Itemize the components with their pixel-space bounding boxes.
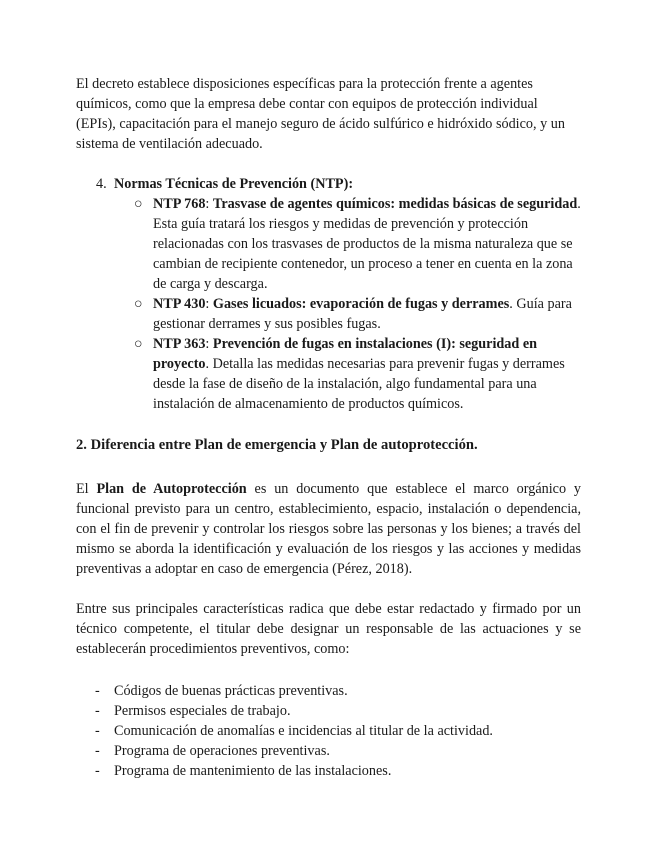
autoproteccion-paragraph [76, 479, 581, 579]
intro-paragraph: El decreto establece disposiciones específicas para la protección frente a agentes químicos, como que la empresa debe contar con equipos de protección individual (EPIs), capacitación para el manejo seguro de ácido sulfúrico e hidróxido sódico, y un sistema de ventilación adecuado. [76, 76, 565, 152]
ntp-heading: Normas Técnicas de Prevención (NTP): [114, 176, 354, 192]
plan-autoproteccion-term: Plan de Autoprotección [96, 481, 247, 497]
dash-bullet-icon: - [95, 683, 100, 699]
section-heading: 2. Diferencia entre Plan de emergencia y Plan de autoprotección. [76, 437, 478, 453]
dash-bullet-icon: - [95, 743, 100, 759]
list-item [76, 681, 581, 701]
ntp-title: Prevención de fugas en instalaciones (I): seguridad en proyecto [153, 336, 538, 372]
list-item [76, 741, 581, 761]
list-item [76, 701, 581, 721]
ntp-item-363 [114, 334, 581, 414]
ntp-description: . Detalla las medidas necesarias para prevenir fugas y derrames desde la fase de diseño de la instalación, algo fundamental para una instalación de almacenamiento de productos químicos. [153, 356, 565, 412]
list-item [76, 721, 581, 741]
circle-bullet-icon: ○ [134, 196, 143, 212]
circle-bullet-icon: ○ [134, 296, 143, 312]
ntp-description: . Guía para gestionar derrames y sus posibles fugas. [153, 296, 572, 332]
ntp-code: NTP 363 [153, 336, 206, 352]
ntp-item-430 [114, 294, 581, 334]
circle-bullet-icon: ○ [134, 336, 143, 352]
ntp-list-item [76, 174, 581, 194]
dash-bullet-icon: - [95, 703, 100, 719]
ntp-separator: : [205, 336, 213, 352]
dash-bullet-icon: - [95, 723, 100, 739]
ntp-separator: : [205, 296, 213, 312]
paragraph-start: El [76, 481, 97, 497]
dash-bullet-icon: - [95, 763, 100, 779]
ntp-code: NTP 768 [153, 196, 206, 212]
list-item-text: Programa de operaciones preventivas. [114, 743, 330, 759]
ntp-code: NTP 430 [153, 296, 206, 312]
list-item-text: Comunicación de anomalías e incidencias al titular de la actividad. [114, 723, 493, 739]
list-item-text: Códigos de buenas prácticas preventivas. [114, 683, 348, 699]
ntp-item-768 [114, 194, 581, 294]
procedures-list [76, 681, 581, 781]
list-item-text: Permisos especiales de trabajo. [114, 703, 291, 719]
ntp-separator: : [205, 196, 213, 212]
ntp-description: . Esta guía tratará los riesgos y medidas de prevención y protección relacionadas con los trasvases de productos de la misma naturaleza que se cambian de recipiente contenedor, un proceso a tener en cuenta en la zona de carga y descarga. [153, 196, 581, 292]
ntp-sublist [76, 194, 581, 414]
list-item-text: Programa de mantenimiento de las instalaciones. [114, 763, 392, 779]
ntp-title: Gases licuados: evaporación de fugas y derrames [212, 296, 510, 312]
list-item [76, 761, 581, 781]
paragraph-rest: es un documento que establece el marco orgánico y funcional previsto para un centro, establecimiento, espacio, instalación o dependencia, con el fin de prevenir y controlar los riesgos sobre las personas y los bienes; a través del mismo se aborda la identificación y evaluación de los riesgos y las acciones y medidas preventivas a adoptar en caso de emergencia (Pérez, 2018). [76, 481, 581, 577]
caracteristicas-paragraph: Entre sus principales características radica que debe estar redactado y firmado por un técnico competente, el titular debe designar un responsable de las actuaciones y se establecerán procedimientos preventivos, como: [76, 601, 581, 657]
list-number: 4. [96, 176, 107, 192]
document-page [76, 74, 581, 781]
ntp-title: Trasvase de agentes químicos: medidas básicas de seguridad [212, 196, 578, 212]
